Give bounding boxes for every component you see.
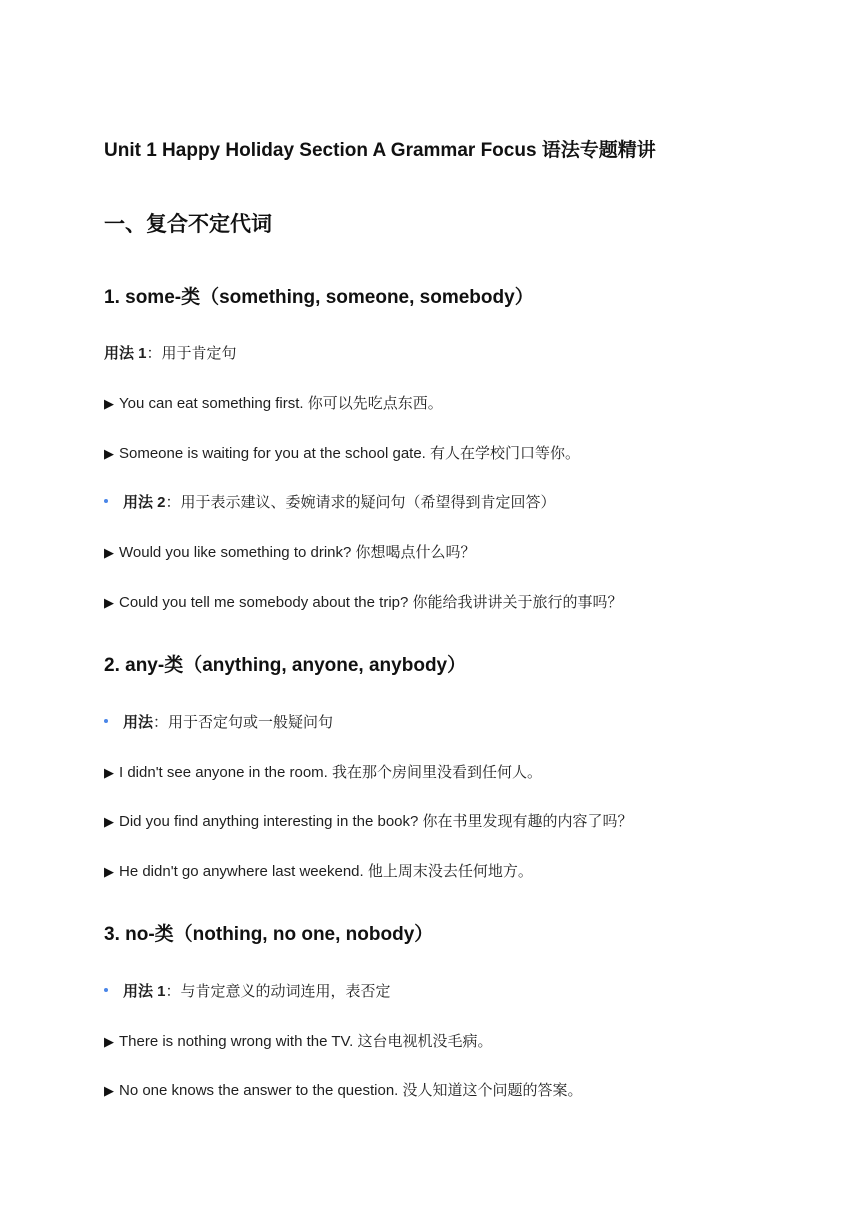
example-line <box>104 814 633 829</box>
usage-line <box>104 715 333 730</box>
example-text: I didn't see anyone in the room. 我在那个房间里没看到任何人。 <box>119 764 542 781</box>
example-text: Did you find anything interesting in the book? 你在书里发现有趣的内容了吗？ <box>119 813 633 830</box>
example-line <box>104 545 476 560</box>
example-text: Someone is waiting for you at the school gate. 有人在学校门口等你。 <box>119 445 581 462</box>
usage-label: 用法 1 <box>123 983 166 1000</box>
example-text: There is nothing wrong with the TV. 这台电视机没毛病。 <box>119 1033 493 1050</box>
usage-text: ：与肯定意义的动词连用，表否定 <box>165 983 391 1000</box>
triangle-bullet-icon: ▶ <box>104 1083 114 1098</box>
usage-line <box>104 346 237 361</box>
usage-text: ：用于表示建议、委婉请求的疑问句（希望得到肯定回答） <box>165 494 556 511</box>
example-line <box>104 1034 492 1049</box>
example-line <box>104 765 542 780</box>
example-text: You can eat something first. 你可以先吃点东西。 <box>119 395 443 412</box>
example-line <box>104 595 623 610</box>
example-text: He didn't go anywhere last weekend. 他上周末没去任何地方。 <box>119 863 533 880</box>
triangle-bullet-icon: ▶ <box>104 864 114 879</box>
subsection-heading-any: 2. any-类（anything, anyone, anybody） <box>104 655 467 676</box>
example-text: No one knows the answer to the question. 没人知道这个问题的答案。 <box>119 1082 583 1099</box>
bullet-dot-icon <box>104 499 108 503</box>
triangle-bullet-icon: ▶ <box>104 545 114 560</box>
usage-text: ：用于肯定句 <box>146 345 237 362</box>
triangle-bullet-icon: ▶ <box>104 396 114 411</box>
document-title: Unit 1 Happy Holiday Section A Grammar Focus 语法专题精讲 <box>104 140 656 161</box>
triangle-bullet-icon: ▶ <box>104 814 114 829</box>
example-text: Could you tell me somebody about the trip? 你能给我讲讲关于旅行的事吗？ <box>119 594 623 611</box>
usage-line <box>104 984 391 999</box>
triangle-bullet-icon: ▶ <box>104 595 114 610</box>
subsection-heading-some: 1. some-类（something, someone, somebody） <box>104 287 534 308</box>
subsection-heading-no: 3. no-类（nothing, no one, nobody） <box>104 924 434 945</box>
example-text: Would you like something to drink? 你想喝点什么吗？ <box>119 544 476 561</box>
usage-label: 用法 <box>123 714 154 731</box>
usage-label: 用法 1 <box>104 345 147 362</box>
section-heading-compound-pronouns: 一、复合不定代词 <box>104 213 272 236</box>
bullet-dot-icon <box>104 988 108 992</box>
triangle-bullet-icon: ▶ <box>104 446 114 461</box>
usage-label: 用法 2 <box>123 494 166 511</box>
example-line <box>104 396 443 411</box>
triangle-bullet-icon: ▶ <box>104 765 114 780</box>
example-line <box>104 446 580 461</box>
bullet-dot-icon <box>104 719 108 723</box>
usage-line <box>104 495 556 510</box>
usage-text: ：用于否定句或一般疑问句 <box>153 714 334 731</box>
triangle-bullet-icon: ▶ <box>104 1034 114 1049</box>
example-line <box>104 1083 583 1098</box>
example-line <box>104 864 533 879</box>
